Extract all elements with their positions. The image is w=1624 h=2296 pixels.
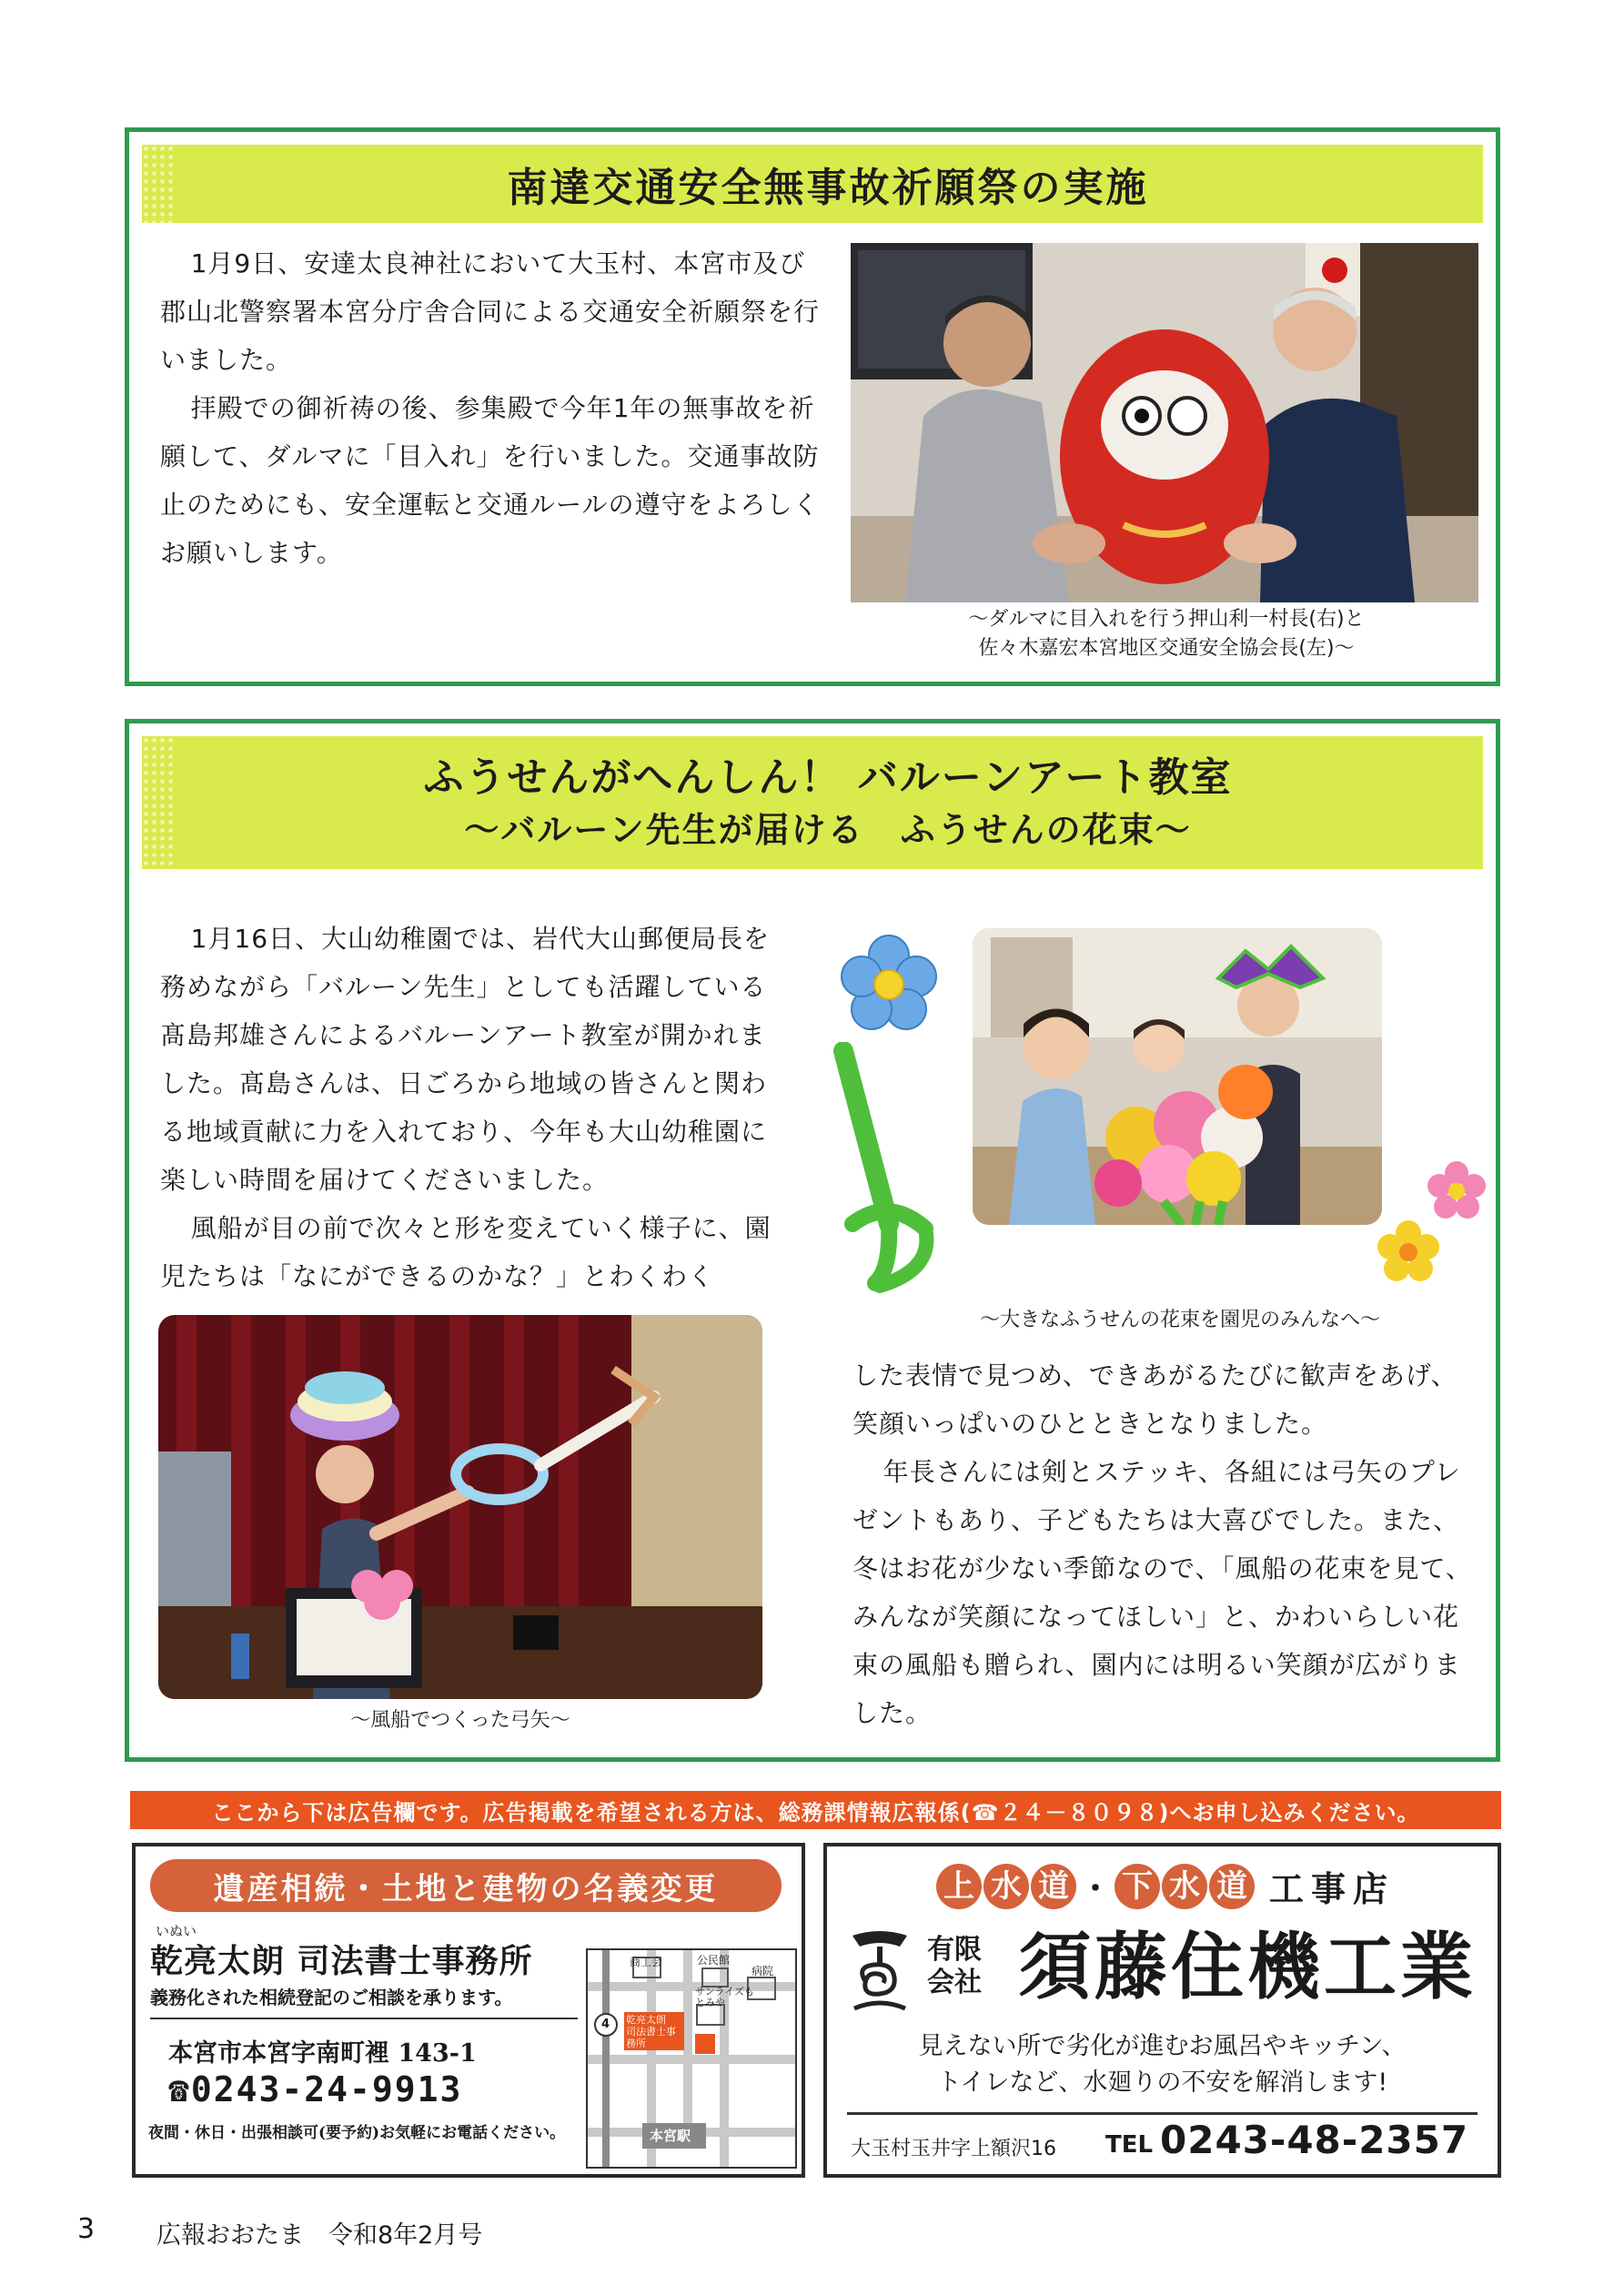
banner-dots-decoration [142,736,173,869]
article1-title: 南達交通安全無事故祈願祭の実施 [507,165,1149,211]
ad-left-tagline-oval [150,1859,782,1912]
article2-body-left [160,915,788,1300]
balloon-flower-icon [839,933,939,1033]
article2-paragraph: した表情で見つめ、できあがるたびに歓声をあげ、笑顔いっぱいのひとときとなりました。 [852,1360,1458,1439]
stage-photo-caption: ～風船でつくった弓矢～ [350,1709,570,1732]
company-logo-icon [847,1927,913,2014]
heading-circle: 道 [1031,1864,1076,1909]
ad-notice-strip [130,1791,1501,1829]
ad-sudo-jyuki [823,1843,1501,2178]
ad-right-description [827,2028,1498,2101]
ad-left-ruby: いぬい [156,1923,197,1939]
ad-left-divider [150,2018,578,2019]
page-number: 3 [77,2213,96,2245]
map-label-shoko: 商工会 [630,1956,663,1968]
map-label-koumin: 公民館 [697,1954,731,1967]
map-label-office: 乾亮太朗 司法書士事務所 [626,2014,676,2049]
caption-line: ～ダルマに目入れを行う押山利一村長(右)と [968,608,1365,631]
heading-circle: 上 [936,1864,982,1909]
article1-body [160,239,820,577]
ad-left-tagline: 遺産相続・土地と建物の名義変更 [213,1870,719,1907]
corp-type [927,1934,982,1999]
article-balloon-art [125,719,1500,1762]
ad-left-tel: ☎0243-24-9913 [168,2069,463,2109]
ad-left-description: 義務化された相続登記のご相談を承ります。 [150,1987,513,2008]
balloon-sword-icon [825,1042,953,1297]
ad-notice-text: ここから下は広告欄です。広告掲載を希望される方は、総務課情報広報係(☎２４－８０９８)へお申し込みください。 [211,1799,1420,1826]
map-label-byoin: 病院 [751,1965,774,1977]
publication-name: 広報おおたま 令和8年2月号 [156,2221,483,2250]
heading-circle: 道 [1209,1864,1255,1909]
article2-paragraph: 風船が目の前で次々と形を変えていく様子に、園児たちは「なにができるのかな？」とわくわく [160,1213,772,1291]
heading-circle: 下 [1115,1864,1160,1909]
yellow-flower-icon [1376,1219,1441,1285]
banner-dots-decoration [142,145,173,223]
ad-right-address: 大玉村玉井字上額沢16 [851,2138,1056,2160]
ad-right-divider [847,2112,1478,2115]
article2-subtitle: ～バルーン先生が届ける ふうせんの花束～ [464,810,1192,850]
ad-left-office-name: 乾亮太朗 司法書士事務所 [150,1942,533,1980]
article2-paragraph: 年長さんには剣とステッキ、各組には弓矢のプレゼントもあり、子どもたちは大喜びでした。また、冬はお花が少ない季節なので、「風船の花束を見て、みんなが笑顔になってほしい」と、かわいらしい花束の風船も贈られ、園内には明るい笑顔が広がりました。 [852,1457,1472,1728]
ad-right-company-name: 須藤住機工業 [1018,1925,1477,2009]
article-traffic-safety [125,127,1500,686]
ad-right-tel: 0243-48-2357 [1160,2118,1469,2162]
pink-flower-icon [1426,1160,1488,1222]
heading-dot: ・ [1080,1871,1111,1907]
ad-left-note: 夜間・休日・出張相談可(要予約)お気軽にお電話ください。 [148,2124,566,2142]
heading-circle: 水 [983,1864,1029,1909]
article2-title-banner [173,736,1483,869]
ad-judicial-scrivener [132,1843,805,2178]
article2-body-right [852,1351,1480,1737]
kids-bouquet-photo [973,928,1382,1225]
heading-suffix: 工事店 [1269,1869,1396,1909]
caption-line: 佐々木嘉宏本宮地区交通安全協会長(左)～ [978,637,1355,660]
article2-title: ふうせんがへんしん！ バルーンアート教室 [423,754,1233,801]
article1-title-banner [173,145,1483,223]
ad-right-heading [936,1861,1395,1911]
desc-line: 見えない所で劣化が進むお風呂やキッチン、 [918,2032,1407,2060]
map-label-station: 本宮駅 [650,2128,691,2144]
kids-photo-caption: ～大きなふうせんの花束を園児のみんなへ～ [979,1309,1380,1331]
ad-left-address: 本宮市本宮字南町裡 143-1 [168,2039,477,2068]
corp-type-line: 会社 [927,1967,982,1998]
article1-paragraph: 1月9日、安達太良神社において大玉村、本宮市及び郡山北警察署本宮分庁舎合同による交通安全祈願祭を行いました。 [160,248,821,375]
heading-circle: 水 [1162,1864,1207,1909]
map-label-route: 4 [601,2018,610,2031]
corp-type-line: 有限 [927,1934,982,1966]
office-map [586,1948,797,2169]
article1-paragraph: 拝殿での御祈祷の後、参集殿で今年1年の無事故を祈願して、ダルマに「目入れ」を行いました。交通事故防止のためにも、安全運転と交通ルールの遵守をよろしくお願いします。 [160,393,820,568]
desc-line: トイレなど、水廻りの不安を解消します! [936,2068,1388,2097]
map-label-sunrise: サンライズもとみや [695,1986,755,2008]
daruma-photo [851,243,1478,602]
balloon-stage-photo [158,1315,762,1699]
article1-caption [839,605,1494,663]
article2-paragraph: 1月16日、大山幼稚園では、岩代大山郵便局長を務めながら「バルーン先生」としても活躍している髙島邦雄さんによるバルーンアート教室が開かれました。髙島さんは、日ごろから地域の皆さんと関わる地域貢献に力を入れており、今年も大山幼稚園に楽しい時間を届けてくださいました。 [160,924,771,1195]
ad-right-tel-label: TEL [1105,2131,1154,2159]
